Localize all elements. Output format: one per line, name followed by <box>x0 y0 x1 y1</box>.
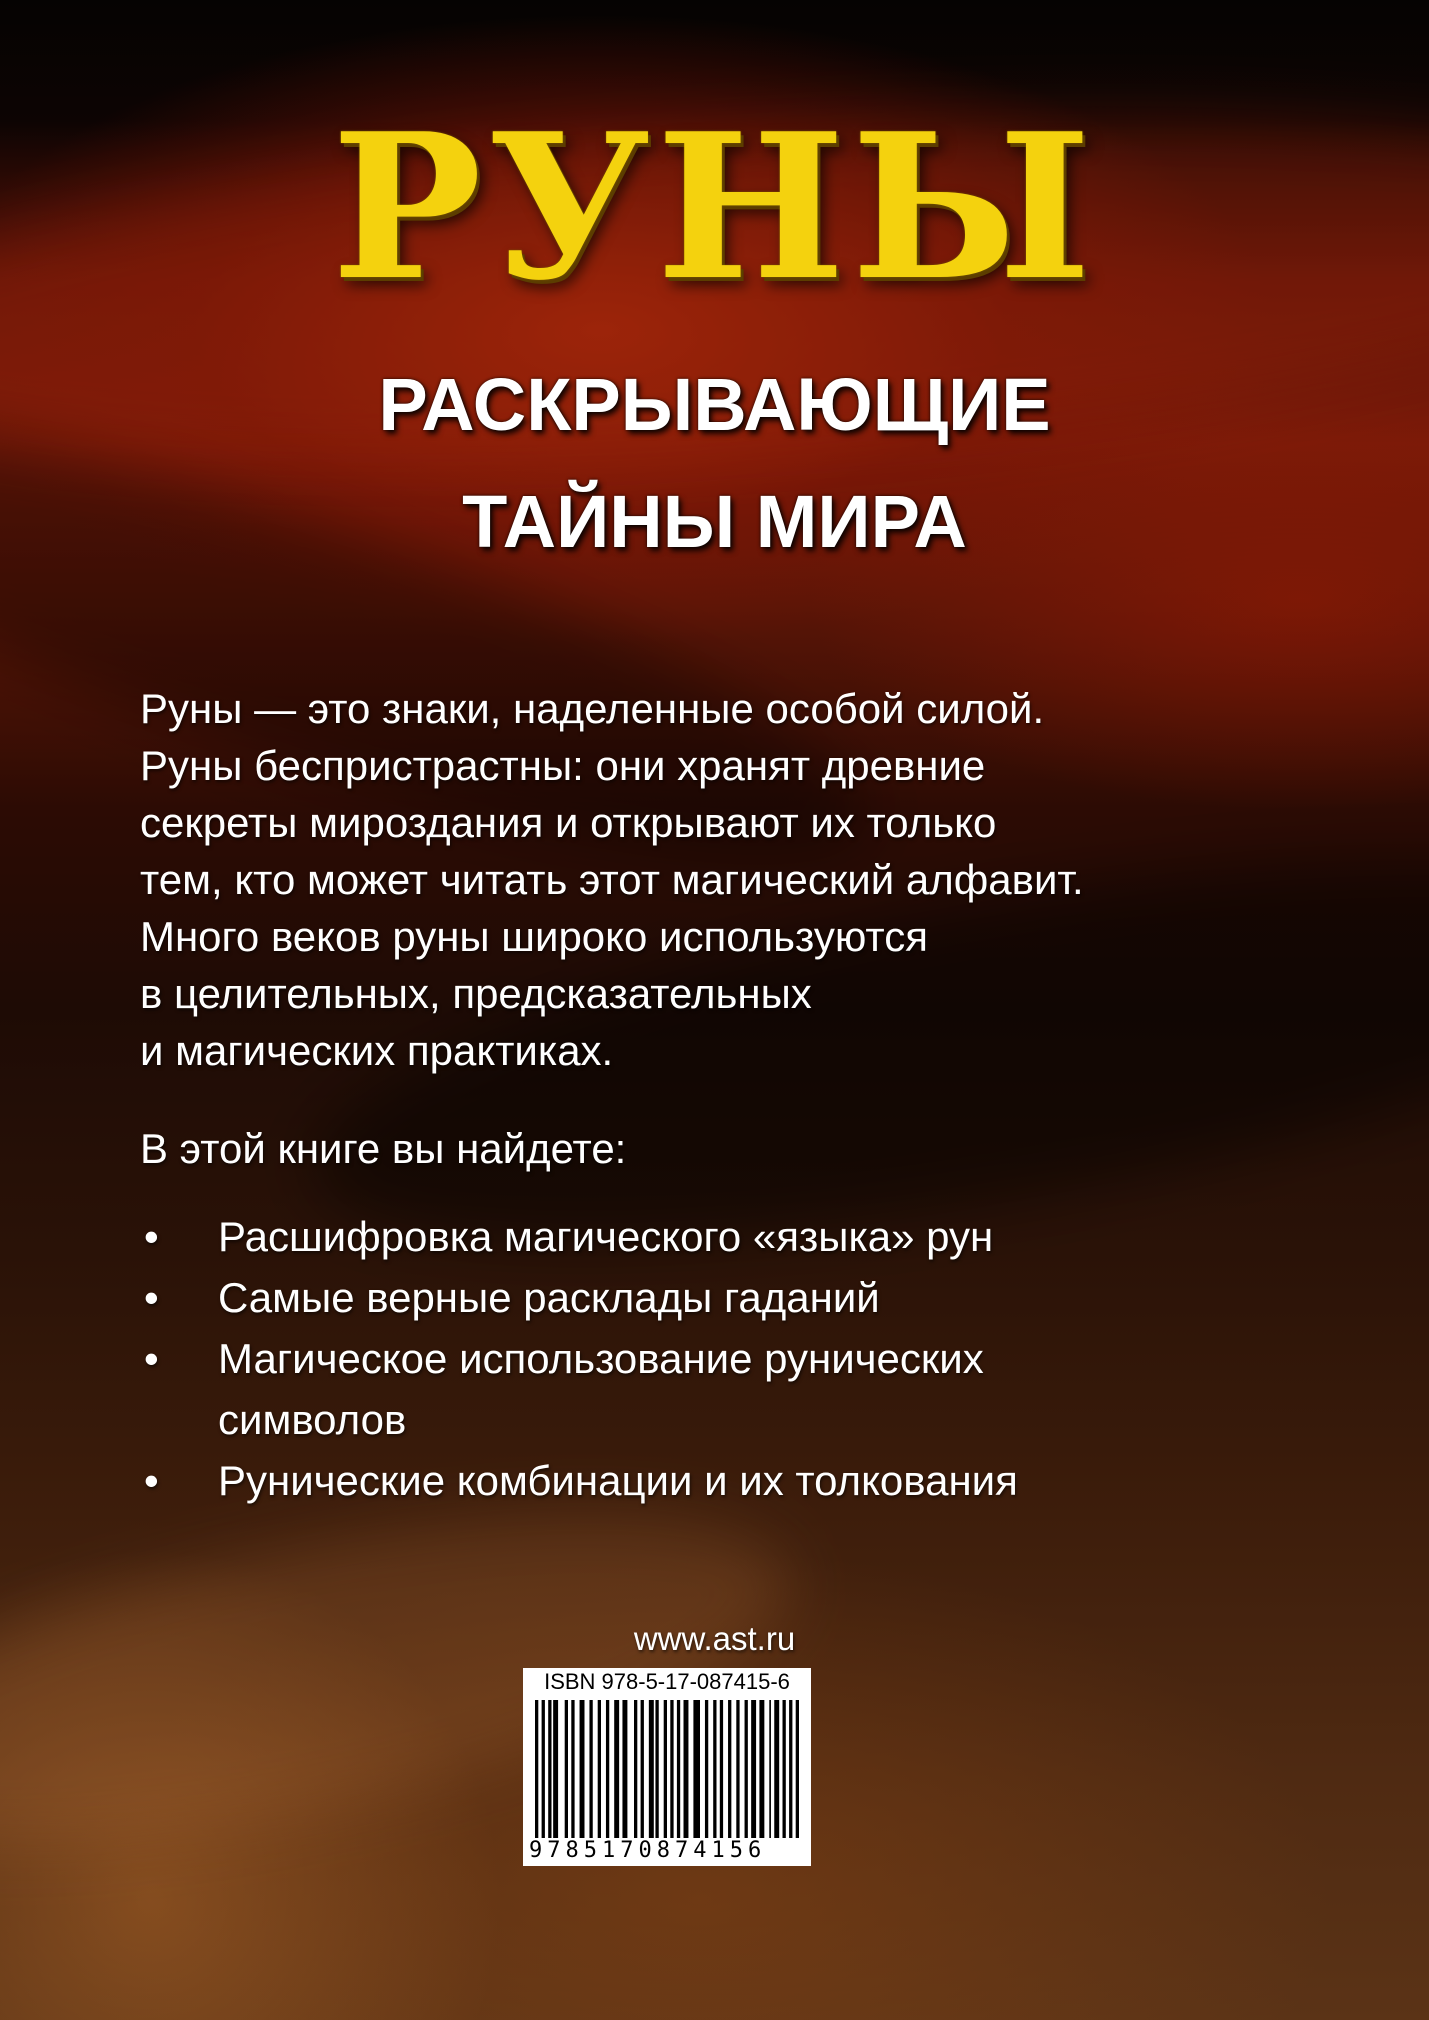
bullet-icon: • <box>144 1335 159 1382</box>
barcode-bar <box>670 1700 673 1838</box>
barcode-bar <box>745 1700 748 1838</box>
barcode-bar <box>535 1700 538 1838</box>
barcode-digits: 9785170874156 <box>529 1838 767 1863</box>
description-line: Много веков руны широко используются <box>140 913 928 960</box>
barcode-bar <box>713 1700 716 1838</box>
description-line: секреты мироздания и открывают их только <box>140 799 997 846</box>
description-line: Руны беспристрастны: они хранят древние <box>140 742 986 789</box>
bullet-icon: • <box>144 1457 159 1504</box>
list-item-text: Магическое использование рунических символов <box>218 1335 984 1443</box>
list-intro: В этой книге вы найдете: <box>140 1125 627 1172</box>
barcode-bar <box>684 1700 689 1838</box>
description-line: и магических практиках. <box>140 1027 614 1074</box>
barcode-bar <box>606 1700 609 1838</box>
barcode-icon <box>531 1700 803 1838</box>
description-paragraph <box>140 680 1360 1079</box>
barcode-bar <box>571 1700 574 1838</box>
cover-subtitle-line-1: РАСКРЫВАЮЩИЕ <box>378 363 1051 446</box>
bullet-icon: • <box>144 1213 159 1260</box>
barcode-bar <box>705 1700 708 1838</box>
list-item-text: Рунические комбинации и их толкования <box>218 1457 1018 1504</box>
barcode-bar <box>759 1700 764 1838</box>
barcode-bar <box>598 1700 601 1838</box>
barcode-bar <box>548 1700 551 1838</box>
barcode-bar <box>693 1700 700 1838</box>
barcode-bar <box>664 1700 667 1838</box>
description-line: Руны — это знаки, наделенные особой силой. <box>140 685 1045 732</box>
barcode-bar <box>655 1700 658 1838</box>
cover-title: РУНЫ <box>331 90 1098 325</box>
description-line: в целительных, предсказательных <box>140 970 812 1017</box>
barcode-bar <box>565 1700 568 1838</box>
barcode-bar <box>589 1700 592 1838</box>
barcode-bar <box>622 1700 627 1838</box>
isbn-label: ISBN 978-5-17-087415-6 <box>544 1669 790 1694</box>
isbn-barcode <box>523 1668 811 1866</box>
barcode-bar <box>728 1700 731 1838</box>
list-item <box>140 1450 1390 1511</box>
barcode-bar <box>783 1700 786 1838</box>
list-item <box>140 1328 1178 1450</box>
bullet-icon: • <box>144 1274 159 1321</box>
barcode-bar <box>542 1700 545 1838</box>
barcode-bar <box>720 1700 723 1838</box>
barcode-bar <box>774 1700 779 1838</box>
barcode-bar <box>751 1700 756 1838</box>
barcode-bar <box>580 1700 585 1838</box>
barcode-bar <box>634 1700 637 1838</box>
list-item <box>140 1206 1390 1267</box>
barcode-bar <box>553 1700 558 1838</box>
list-item <box>140 1267 1390 1328</box>
barcode-bar <box>614 1700 619 1838</box>
list-item-text: Расшифровка магического «языка» рун <box>218 1213 994 1260</box>
feature-list <box>140 1206 1390 1511</box>
barcode-bar <box>736 1700 739 1838</box>
barcode-bar <box>677 1700 680 1838</box>
barcode-bar <box>789 1700 792 1838</box>
description-line: тем, кто может читать этот магический алфавит. <box>140 856 1084 903</box>
barcode-bar <box>769 1700 771 1838</box>
barcode-bar <box>796 1700 799 1838</box>
publisher-website: www.ast.ru <box>633 1620 796 1657</box>
barcode-bar <box>649 1700 654 1838</box>
barcode-bar <box>641 1700 644 1838</box>
cover-subtitle-line-2: ТАЙНЫ МИРА <box>462 480 967 563</box>
list-item-text: Самые верные расклады гаданий <box>218 1274 880 1321</box>
